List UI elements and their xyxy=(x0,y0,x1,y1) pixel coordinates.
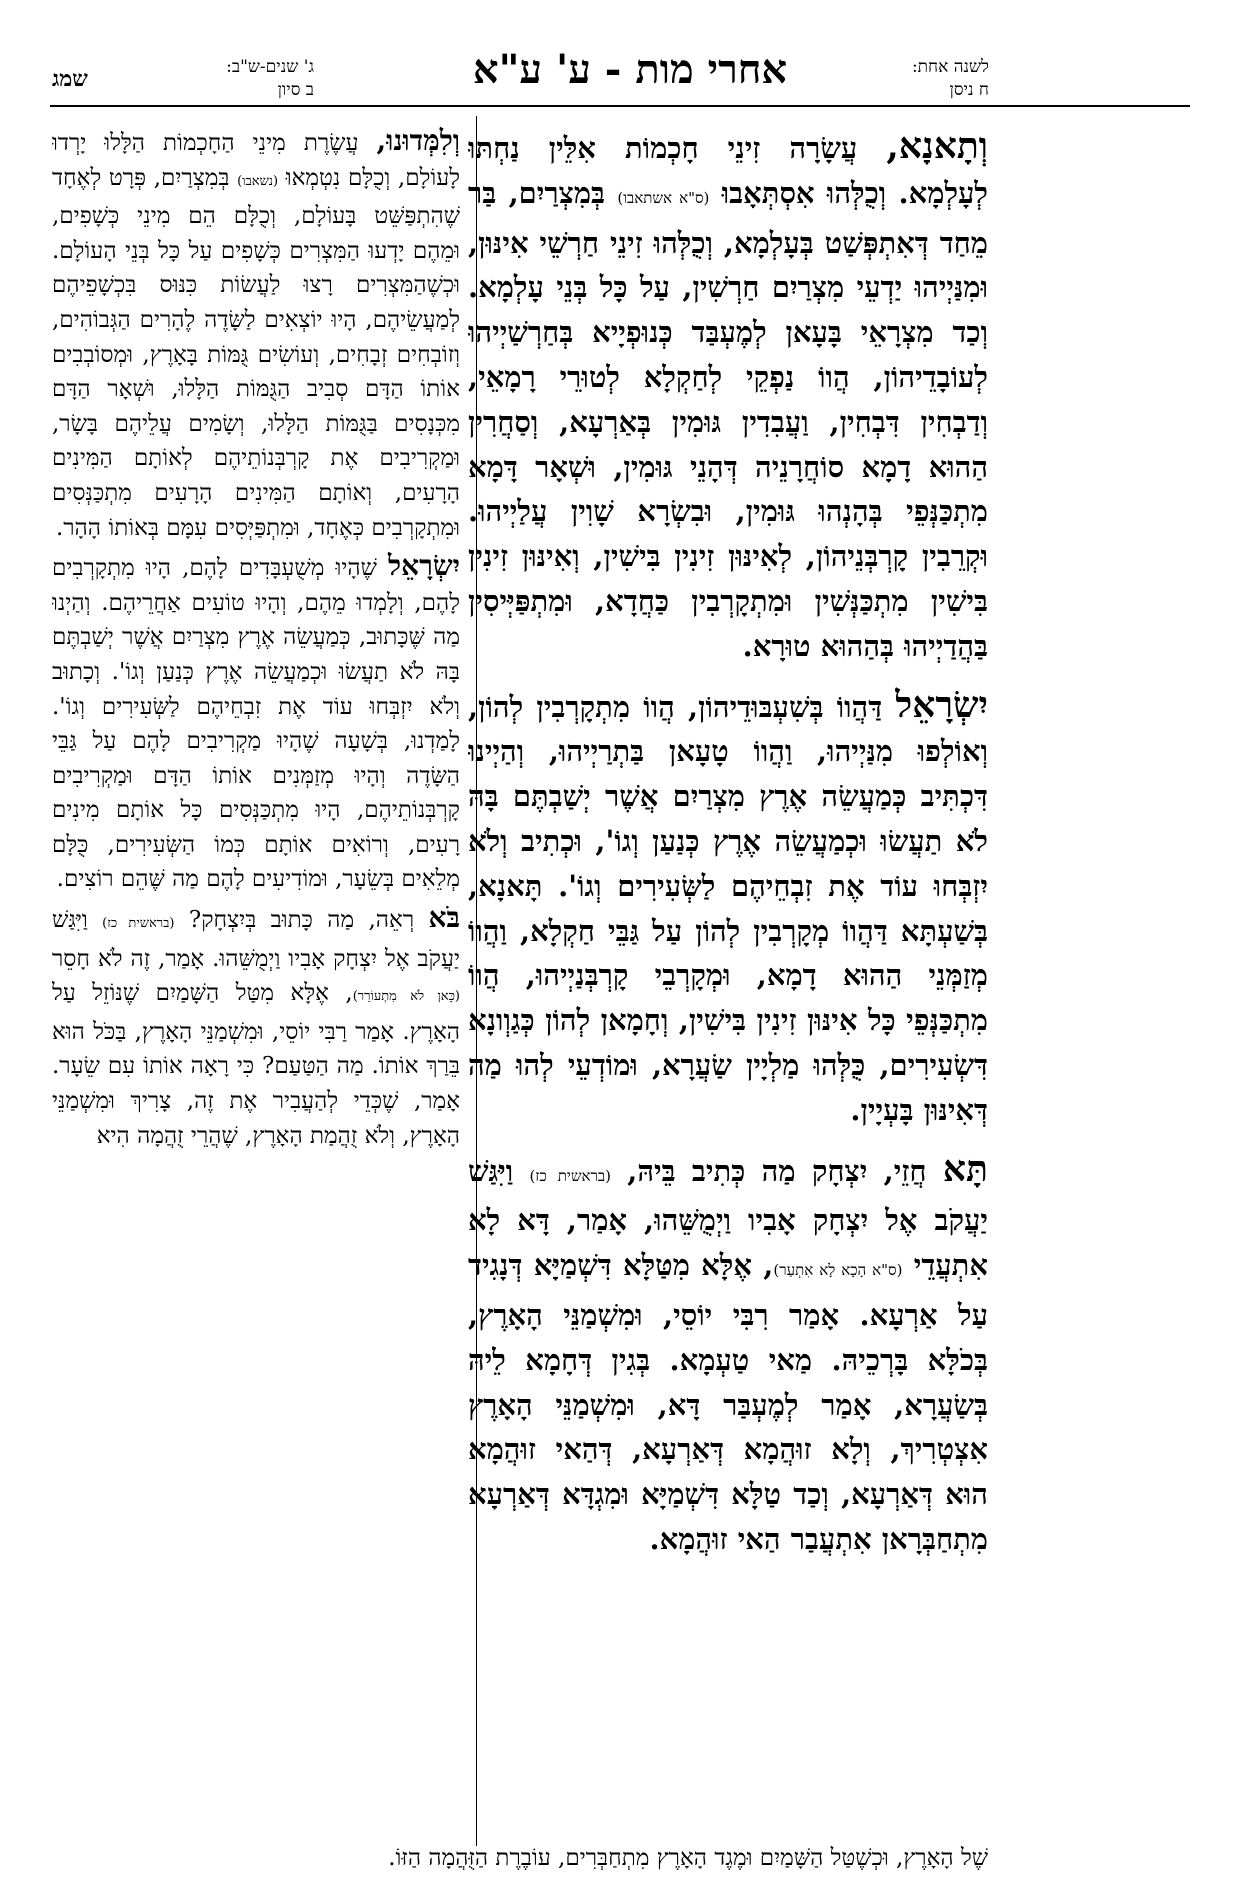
paragraph-lead-word: וְלִמְּדוּנוּ, xyxy=(376,124,460,157)
paragraph-lead-word: בֹּא xyxy=(428,901,460,935)
paragraph-text: חֲזֵי, יִצְחָק מַה כְּתִיב בֵּיהּ, xyxy=(610,1153,943,1188)
paragraph-text: רְאֵה, מַה כָּתוּב בְּיִצְחָק? xyxy=(174,907,429,934)
paragraph-text: עֲשֶׂרֶת מִינֵי הַחָכְמוֹת הַלָּלוּ יָרְדוּ לָעוֹלָם, וְכֻלָּם נִטְמְאוּ xyxy=(52,130,460,191)
main-column-aramaic xyxy=(468,124,988,1834)
header-left-block xyxy=(154,56,314,102)
header-date-one-year: ח ניסן xyxy=(949,80,989,100)
paragraph-lead-word: יִשְׂרָאֵל xyxy=(388,549,460,583)
header-divider xyxy=(50,105,1190,107)
verse-reference: (בראשית כז) xyxy=(102,916,175,932)
paragraph-text: וַיִּגַּשׁ יַעֲקֹב אֶל יִצְחָק אָבִיו וַיְמֻשֵּׁהוּ, אָמַר, דָּא לָא אִתְעֲדֵי xyxy=(468,1153,988,1283)
paragraph-text: בְּמִצְרַיִם, פְּרָט לְאֶחָד שֶׁהִתְפַּשֵּׁט בָּעוֹלָם, וְכֻלָּם הֵם מִינֵי כְּשָׁפִים, וּמֵהֶם יָדְעוּ הַמִּצְרִים כְּשָׁפִים עַל כָּל בְּנֵי הָעוֹלָם. וּכְשֶׁהַמִּצְרִים רָצוּ לַעֲשׂוֹת כִּנּוּס בִּכְשָׁפֵיהֶם לְמַעֲשֵׂיהֶם, הָיוּ יוֹצְאִים לַשָּׂדֶה לֶהָרִים הַגְּבוֹהִים, וְזוֹבְחִים זְבָחִים, וְעוֹשִׂים גֻּמּוֹת בָּאָרֶץ, וּמְסוֹבְבִים אוֹתוֹ הַדָּם סְבִיב הַגֻּמּוֹת הַלָּלוּ, וּשְׁאָר הַדָּם מִכְּנָסִים בַּגֻּמּוֹת הַלָּלוּ, וְשָׂמִים עֲלֵיהֶם בָּשָׂר, וּמַקְרִיבִים אֶת קָרְבְּנוֹתֵיהֶם לְאוֹתָם הַמִּינִים הָרָעִים, וְאוֹתָם הַמִּינִים הָרָעִים מִתְכַּנְּסִים וּמִתְקָרְבִים כְּאֶחָד, וּמִתְפַּיְּסִים עִמָּם בְּאוֹתוֹ הָהָר. xyxy=(52,164,460,541)
main-paragraph-2 xyxy=(468,683,988,1133)
header-schedule-one-year: לשנה אחת: xyxy=(911,57,989,77)
paragraph-lead-word: וְתָאנָא, xyxy=(886,125,988,167)
variant-reading: (כָּאן לֹא מִתְעוֹרֵר) xyxy=(352,989,460,1005)
paragraph-text: , אֶלָּא מִטַּל הַשָּׁמַיִם שֶׁנּוֹזֵל עַל הָאָרֶץ. אָמַר רַבִּי יוֹסֵי, וּמִשְׁמַנֵּי הָאָרֶץ, בַּכֹּל הוּא בֵּרַךְ אוֹתוֹ. מַה הַטַּעַם? כִּי רָאָה אוֹתוֹ עִם שֵׂעָר. אָמַר, שֶׁכְּדֵי לְהַעֲבִיר אֶת זֶה, צָרִיךְ וּמִשְׁמַנֵּי הָאָרֶץ, וְלֹא זֻהֲמַת הָאָרֶץ, שֶׁהֲרֵי זֻהֲמָה הִיא xyxy=(52,980,460,1149)
header-date-three-years: ב סיון xyxy=(277,80,314,100)
variant-reading: (ס"א הָכָא לָא אִתְעַר) xyxy=(773,1261,903,1280)
verse-reference: (בראשית כז) xyxy=(529,1166,611,1185)
side-paragraph-1 xyxy=(52,124,460,545)
paragraph-text: בְּמִצְרַיִם, בַּר מֵחַד דְּאִתְפְּשַׁט בְּעָלְמָא, וְכֻלְּהוּ זִינֵי חַרְשֵׁי אִינּוּן, וּמִנַּיְיהוּ יַדְעֵי מִצְרַיִם חַרְשִׁין, עַל כָּל בְּנֵי עָלְמָא. וְכַד מִצְרָאֵי בָּעָאן לְמֶעְבַּד כְּנוּפְיָיא בְּחַרְשַׁיְיהוּ לְעוֹבָדֵיהוֹן, הֲווֹ נַפְקֵי לְחַקְלָא לְטוּרֵי רָמָאֵי, וְדַבְחִין דִּבְחִין, וַעֲבִדִין גּוּמִין בְּאַרְעָא, וְסַחֲרִין הַהוּא דָמָא סוֹחֲרָנֵיה דְּהָנֵי גּוּמִין, וּשְׁאָר דָּמָא מִתְכַּנְּפֵי בְּהָנְהוּ גּוּמִין, וּבִשְׂרָא שָׁוִין עֲלַיְיהוּ. וּקְרֵבִין קָרְבְּנֵיהוֹן, לְאִינּוּן זִינִין בִּישִׁין, וְאִינּוּן זִינִין בִּישִׁין מִתְכַּנְּשִׁין וּמִתְקָרְבִין כַּחֲדָא, וּמִתְפַּיְּיסִין בַּהֲדַיְיהוּ בְּהַהוּא טוּרָא. xyxy=(468,175,988,663)
variant-reading: (נשאבו) xyxy=(237,173,279,189)
paragraph-text: עֲשָׂרָה זִינֵי חָכְמוֹת אִלֵּין נַחְתּוּ לְעָלְמָא. וְכֻלְּהוּ אִסְתְּאָבוּ xyxy=(468,131,988,210)
variant-reading: (ס"א אשתאבו) xyxy=(617,188,710,207)
paragraph-text: דַּהֲווֹ בְּשִׁעְבּוּדֵיהוֹן, הֲווֹ מִתְקָרְבִין לְהוֹן, וְאוֹלְפוּ מִנַּיְיהוּ, וַהֲווֹ טָעָאן בַּתְרַיְיהוּ, וְהַיְינוּ דִּכְתִּיב כְּמַעֲשֵׂה אֶרֶץ מִצְרַיִם אֲשֶׁר יְשַׁבְתֶּם בָּהּ לֹא תַעֲשׂוּ וּכְמַעֲשֵׂה אֶרֶץ כְּנַעַן וְגוֹ', וּכְתִיב וְלֹא יִזְבְּחוּ עוֹד אֶת זִבְחֵיהֶם לַשְּׂעִירִים וְגוֹ'. תָּאנָא, בְּשַׁעְתָּא דַּהֲווֹ מְקָרְבִין לְהוֹן עַל גַּבֵּי חַקְלָא, וַהֲווֹ מְזַמְּנֵי הַהוּא דָמָא, וּמְקָרְבֵי קָרְבְּנַיְיהוּ, הֲווֹ מִתְכַּנְּפֵי כָּל אִינּוּן זִינִין בִּישִׁין, וְחָמָאן לְהוֹן כְּגַוְונָא דִּשְׂעִירִים, כֻּלְּהוּ מַלְיָין שַׂעֲרָא, וּמוֹדְעֵי לְהוּ מַה דְּאִינּוּן בָּעְיָין. xyxy=(468,689,988,1127)
side-paragraph-3 xyxy=(52,901,460,1153)
side-column-hebrew xyxy=(52,124,460,1834)
main-paragraph-1 xyxy=(468,124,988,669)
page-title: אחרי מות - ע' ע"א xyxy=(472,46,788,93)
paragraph-text: , אֶלָּא מִטַּלָּא דִּשְׁמַיָּא דְּנָגִיד עַל אַרְעָא. אָמַר רִבִּי יוֹסֵי, וּמִשְׁמַנֵּי הָאָרֶץ, בְּכֹלָּא בָּרְכֵיהּ. מַאי טַעְמָא. בְּגִין דְּחָמָא לֵיהּ בְּשַׂעֲרָא, אָמַר לְמֶעְבַּר דָּא, וּמִשְׁמַנֵּי הָאָרֶץ אִצְטְרִיךְ, וְלָא זוּהֲמָא דְּאַרְעָא, דְּהַאי זוּהֲמָא הוּא דְּאַרְעָא, וְכַד טַלָּא דִּשְׁמַיָּא וּמִגְדָּא דְּאַרְעָא מִתְחַבְּרָאן אִתְעֲבַר הַאי זוּהֲמָא. xyxy=(468,1248,988,1556)
paragraph-text: שֶׁהָיוּ מְשֻׁעְבָּדִים לָהֶם, הָיוּ מִתְקָרְבִים לָהֶם, וְלָמְדוּ מֵהֶם, וְהָיוּ טוֹעִים אַחֲרֵיהֶם. וְהַיְנוּ מַה שֶּׁכָּתוּב, כְּמַעֲשֵׂה אֶרֶץ מִצְרַיִם אֲשֶׁר יְשַׁבְתֶּם בָּהּ לֹא תַעֲשׂוּ וּכְמַעֲשֵׂה אֶרֶץ כְּנַעַן וְגוֹ'. וְכָתוּב וְלֹא יִזְבְּחוּ עוֹד אֶת זִבְחֵיהֶם לַשְּׂעִירִים וְגוֹ'. לָמַדְנוּ, בְּשָׁעָה שֶׁהָיוּ מַקְרִיבִים לָהֶם עַל גַּבֵּי הַשָּׂדֶה וְהָיוּ מְזַמְּנִים אוֹתוֹ הַדָּם וּמַקְרִיבִים קָרְבְּנוֹתֵיהֶם, הָיוּ מִתְכַּנְּסִים כָּל אוֹתָם מִינִים רָעִים, וְרוֹאִים אוֹתָם כְּמוֹ הַשְּׂעִירִים, כֻּלָּם מְלֵאִים בְּשֵׂעָר, וּמוֹדִיעִים לָהֶם מַה שֶּׁהֵם רוֹצִים. xyxy=(52,555,460,893)
header-schedule-three-years: ג' שנים-ש"ב: xyxy=(226,57,314,77)
main-paragraph-3 xyxy=(468,1147,988,1562)
paragraph-lead-word: תָּא xyxy=(942,1147,988,1190)
paragraph-lead-word: יִשְׂרָאֵל xyxy=(895,683,988,726)
footer-continuation: שֶׁל הָאָרֶץ, וּכְשֶׁטַּל הַשָּׁמַיִם וּמֶגֶד הָאָרֶץ מִתְחַבְּרִים, עוֹבֶרֶת הַזֻּהֲמָה הַזּוֹ. xyxy=(388,1845,988,1871)
side-paragraph-2 xyxy=(52,549,460,897)
paragraph-text: וַיִּגַּשׁ יַעֲקֹב אֶל יִצְחָק אָבִיו וַיְמֻשֵּׁהוּ. אָמַר, זֶה לֹא חָסֵר xyxy=(52,907,460,972)
column-divider xyxy=(476,116,477,1846)
page-number: שמג xyxy=(52,66,88,92)
